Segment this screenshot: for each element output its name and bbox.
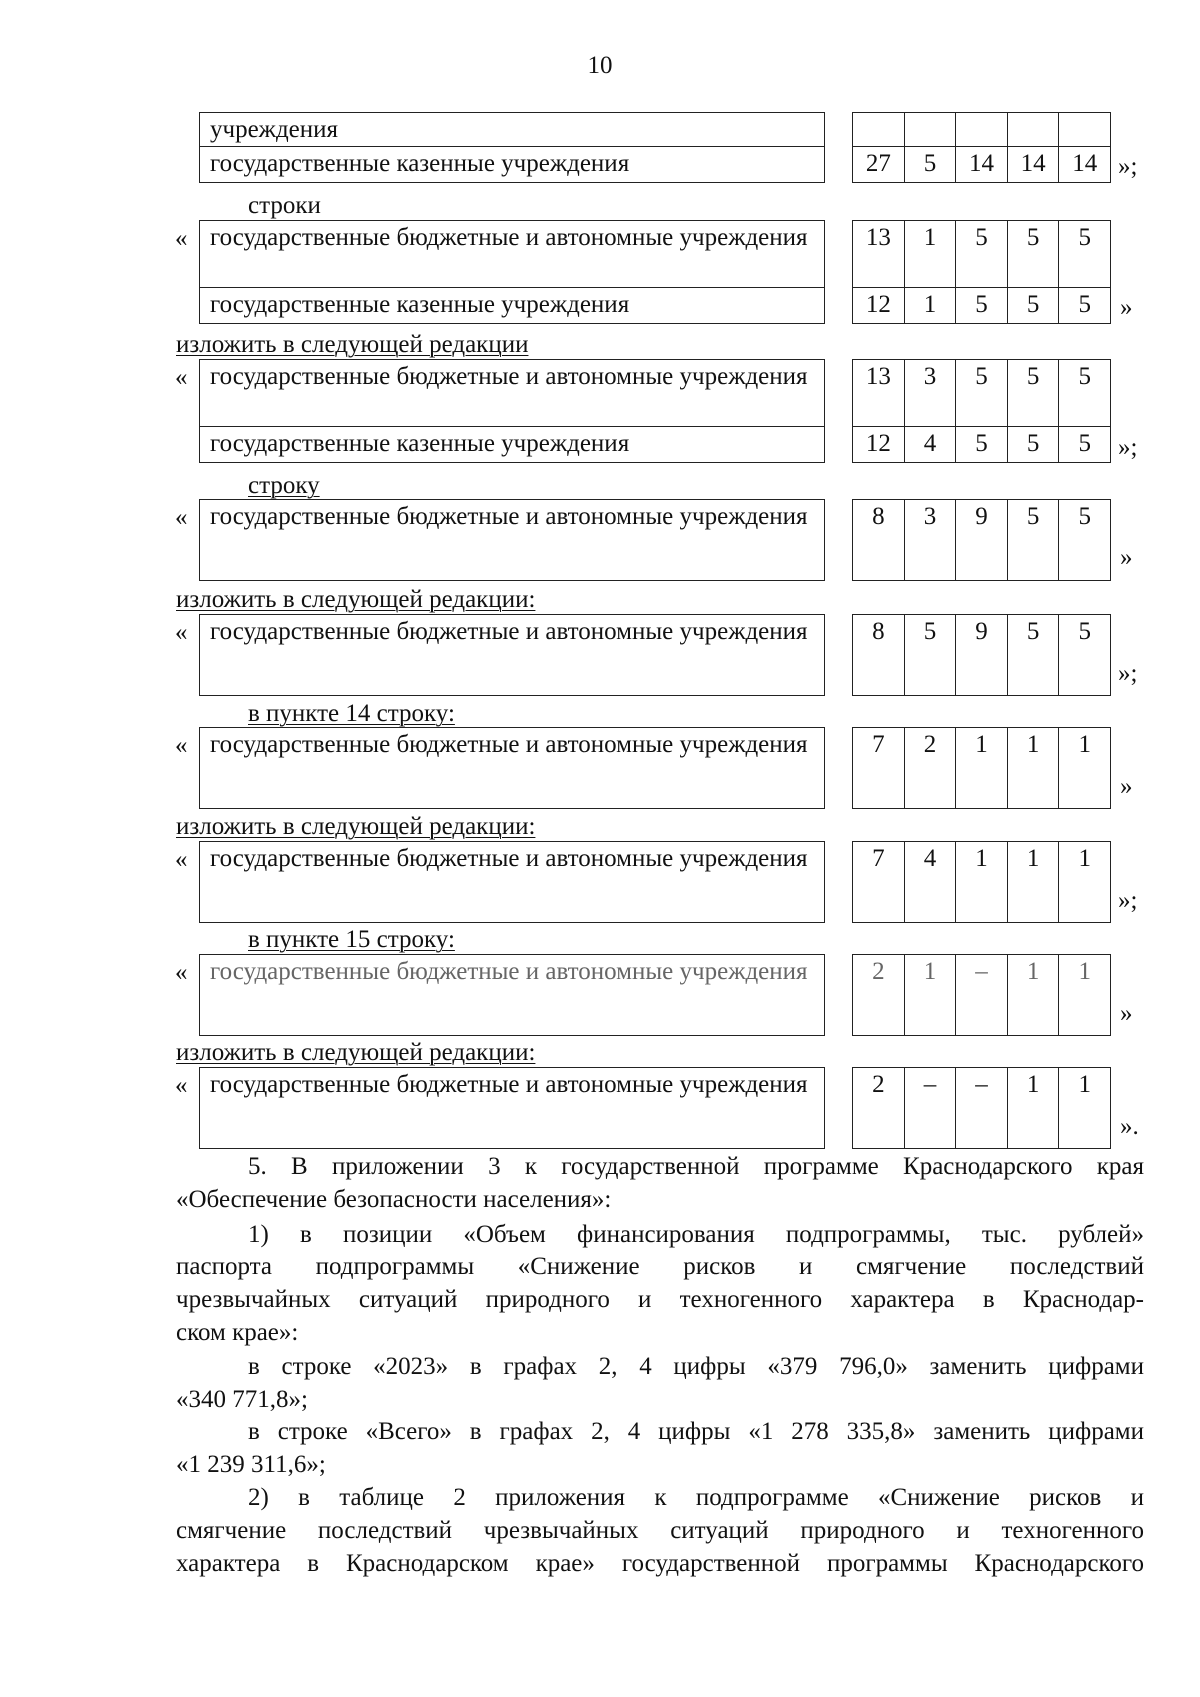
opening-quote: « — [175, 732, 188, 759]
paragraph-item-2-line: смягчение последствий чрезвычайных ситуаций природного и техногенного — [176, 1517, 1144, 1544]
paragraph-item-1-line: 1) в позиции «Объем финансирования подпрограммы, тыс. рублей» — [248, 1221, 1144, 1248]
table-row — [200, 955, 1111, 1036]
row-description: государственные бюджетные и автономные учреждения — [200, 955, 825, 1036]
value-cell: 1 — [904, 221, 956, 288]
paragraph-5-line: «Обеспечение безопасности населения»: — [176, 1186, 612, 1213]
value-cell: 3 — [904, 500, 956, 581]
table-row — [200, 427, 1111, 463]
paragraph-row-2023-line: в строке «2023» в графах 2, 4 цифры «379 796,0» заменить цифрами — [248, 1353, 1144, 1380]
value-cell: 5 — [904, 615, 956, 696]
opening-quote: « — [175, 364, 188, 391]
label-replace: изложить в следующей редакции — [176, 331, 529, 358]
row-description: государственные бюджетные и автономные учреждения — [200, 1068, 825, 1149]
value-cell — [956, 113, 1008, 147]
value-cell: 7 — [853, 728, 905, 809]
value-cell: 1 — [1059, 1068, 1111, 1149]
table-row — [200, 842, 1111, 923]
value-cell: 5 — [1059, 221, 1111, 288]
value-cell: 13 — [853, 360, 905, 427]
row-description: государственные бюджетные и автономные учреждения — [200, 221, 825, 288]
table-row — [200, 288, 1111, 324]
table-row — [200, 147, 1111, 183]
paragraph-5-line: 5. В приложении 3 к государственной программе Краснодарского края — [248, 1153, 1144, 1180]
label-lines: строки — [248, 192, 321, 219]
value-cell: 12 — [853, 288, 905, 324]
paragraph-item-1-line: паспорта подпрограммы «Снижение рисков и смягчение последствий — [176, 1253, 1144, 1280]
opening-quote: « — [175, 959, 188, 986]
table-5 — [199, 614, 1111, 696]
paragraph-row-total-line: «1 239 311,6»; — [176, 1451, 326, 1478]
opening-quote: « — [175, 619, 188, 646]
value-cell — [853, 113, 905, 147]
row-description: государственные бюджетные и автономные учреждения — [200, 728, 825, 809]
closing-quote: » — [1120, 773, 1133, 800]
table-row — [200, 221, 1111, 288]
label-replace: изложить в следующей редакции: — [176, 586, 536, 613]
closing-quote: » — [1120, 294, 1133, 321]
row-description: государственные казенные учреждения — [200, 288, 825, 324]
value-cell: 14 — [1007, 147, 1059, 183]
value-cell: – — [904, 1068, 956, 1149]
value-cell: 5 — [956, 221, 1008, 288]
value-cell: 27 — [853, 147, 905, 183]
value-cell: 7 — [853, 842, 905, 923]
value-cell: 4 — [904, 427, 956, 463]
value-cell: 1 — [1007, 955, 1059, 1036]
label-replace: изложить в следующей редакции: — [176, 813, 536, 840]
value-cell: 1 — [956, 728, 1008, 809]
value-cell: 1 — [904, 955, 956, 1036]
value-cell: 2 — [853, 1068, 905, 1149]
value-cell: 2 — [853, 955, 905, 1036]
paragraph-item-1-line: ском крае»: — [176, 1319, 299, 1346]
value-cell: 5 — [956, 427, 1008, 463]
value-cell: 9 — [956, 500, 1008, 581]
value-cell: 5 — [956, 360, 1008, 427]
table-7 — [199, 841, 1111, 923]
value-cell: 1 — [904, 288, 956, 324]
row-description: государственные бюджетные и автономные учреждения — [200, 615, 825, 696]
value-cell: 12 — [853, 427, 905, 463]
opening-quote: « — [175, 504, 188, 531]
value-cell — [904, 113, 956, 147]
paragraph-item-2-line: характера в Краснодарском крае» государственной программы Краснодарского — [176, 1550, 1144, 1577]
value-cell: 1 — [1059, 842, 1111, 923]
row-description: государственные бюджетные и автономные учреждения — [200, 842, 825, 923]
paragraph-row-total-line: в строке «Всего» в графах 2, 4 цифры «1 278 335,8» заменить цифрами — [248, 1418, 1144, 1445]
value-cell: 5 — [1059, 427, 1111, 463]
opening-quote: « — [175, 225, 188, 252]
value-cell: 1 — [1007, 842, 1059, 923]
value-cell: 1 — [1059, 955, 1111, 1036]
table-row — [200, 113, 1111, 147]
page-number: 10 — [587, 52, 613, 79]
value-cell: 5 — [1007, 288, 1059, 324]
closing-quote: ». — [1120, 1113, 1139, 1140]
value-cell: 5 — [1007, 221, 1059, 288]
value-cell: 3 — [904, 360, 956, 427]
row-description: государственные казенные учреждения — [200, 427, 825, 463]
table-2 — [199, 220, 1111, 324]
closing-quote: »; — [1118, 153, 1138, 180]
value-cell: 5 — [1059, 500, 1111, 581]
closing-quote: »; — [1118, 887, 1138, 914]
paragraph-item-1-line: чрезвычайных ситуаций природного и техногенного характера в Краснодар- — [176, 1286, 1144, 1313]
closing-quote: » — [1120, 1000, 1133, 1027]
value-cell: 8 — [853, 500, 905, 581]
closing-quote: » — [1120, 544, 1133, 571]
value-cell: – — [956, 1068, 1008, 1149]
value-cell: 14 — [1059, 147, 1111, 183]
value-cell: 5 — [904, 147, 956, 183]
table-row — [200, 1068, 1111, 1149]
row-description: государственные бюджетные и автономные учреждения — [200, 500, 825, 581]
closing-quote: »; — [1118, 660, 1138, 687]
value-cell: 5 — [1059, 360, 1111, 427]
label-line: строку — [248, 472, 320, 499]
value-cell: 14 — [956, 147, 1008, 183]
table-row — [200, 615, 1111, 696]
table-8 — [199, 954, 1111, 1036]
value-cell: 9 — [956, 615, 1008, 696]
row-description: государственные казенные учреждения — [200, 147, 825, 183]
table-6 — [199, 727, 1111, 809]
opening-quote: « — [175, 1072, 188, 1099]
table-3 — [199, 359, 1111, 463]
value-cell — [1059, 113, 1111, 147]
table-row — [200, 728, 1111, 809]
table-9 — [199, 1067, 1111, 1149]
label-point-15: в пункте 15 строку: — [248, 926, 455, 953]
table-row — [200, 360, 1111, 427]
value-cell: 1 — [956, 842, 1008, 923]
value-cell: 1 — [1007, 1068, 1059, 1149]
value-cell: 5 — [1007, 427, 1059, 463]
paragraph-item-2-line: 2) в таблице 2 приложения к подпрограмме «Снижение рисков и — [248, 1484, 1144, 1511]
value-cell: 5 — [1059, 615, 1111, 696]
value-cell: 13 — [853, 221, 905, 288]
value-cell: 8 — [853, 615, 905, 696]
value-cell: 1 — [1059, 728, 1111, 809]
opening-quote: « — [175, 846, 188, 873]
value-cell: 2 — [904, 728, 956, 809]
value-cell: 5 — [1007, 500, 1059, 581]
paragraph-row-2023-line: «340 771,8»; — [176, 1386, 308, 1413]
row-description: учреждения — [200, 113, 825, 147]
value-cell: 5 — [1007, 360, 1059, 427]
row-description: государственные бюджетные и автономные учреждения — [200, 360, 825, 427]
value-cell: 1 — [1007, 728, 1059, 809]
label-point-14: в пункте 14 строку: — [248, 700, 455, 727]
value-cell: 5 — [1007, 615, 1059, 696]
value-cell — [1007, 113, 1059, 147]
value-cell: – — [956, 955, 1008, 1036]
value-cell: 5 — [956, 288, 1008, 324]
table-1 — [199, 112, 1111, 183]
value-cell: 5 — [1059, 288, 1111, 324]
table-4 — [199, 499, 1111, 581]
value-cell: 4 — [904, 842, 956, 923]
closing-quote: »; — [1118, 434, 1138, 461]
table-row — [200, 500, 1111, 581]
label-replace: изложить в следующей редакции: — [176, 1039, 536, 1066]
